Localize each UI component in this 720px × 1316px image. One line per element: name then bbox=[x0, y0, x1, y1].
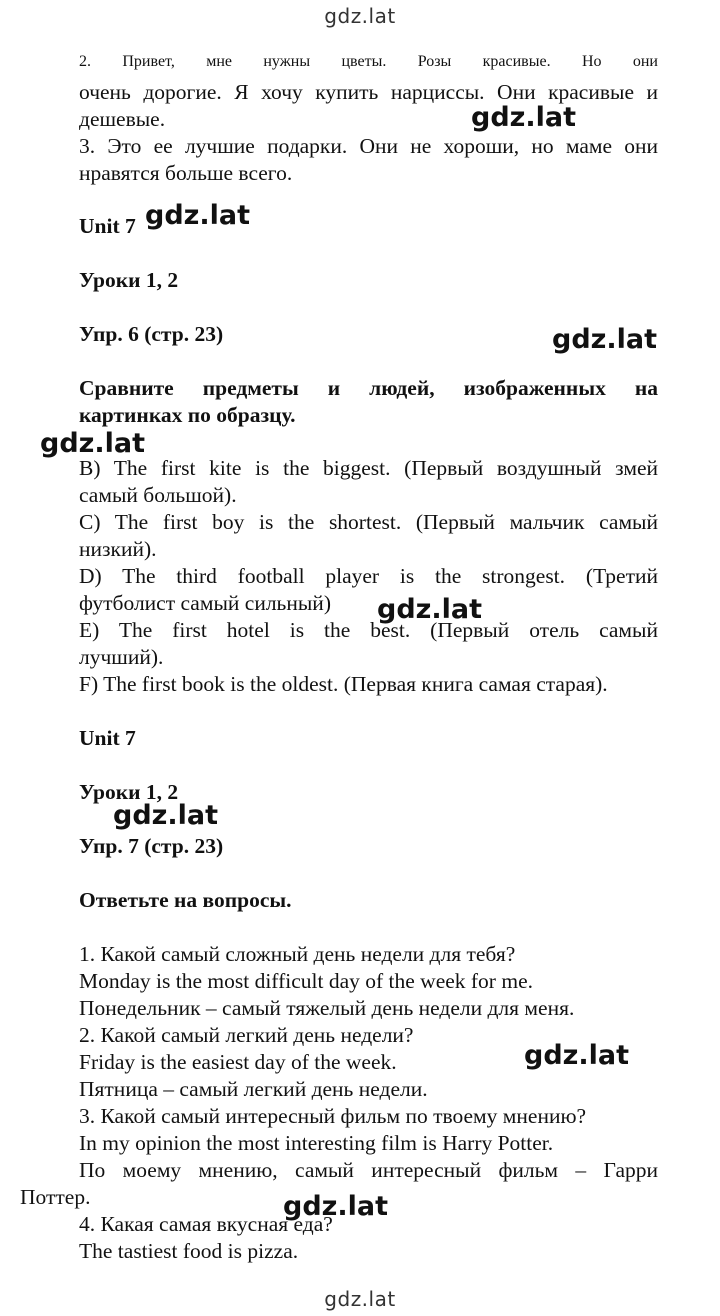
item-2 bbox=[79, 53, 658, 71]
exercise-heading: Упр. 6 (стр. 23) bbox=[79, 322, 224, 346]
text-line: очень дорогие. Я хочу купить нарциссы. Они красивые и bbox=[79, 80, 658, 104]
exercise-heading: Упр. 7 (стр. 23) bbox=[79, 834, 224, 858]
watermark-overlay: gdz.lat bbox=[113, 800, 219, 831]
answer-1-en: Monday is the most difficult day of the week for me. bbox=[79, 969, 533, 993]
answer-3-ru: По моему мнению, самый интересный фильм – Гарри bbox=[79, 1158, 658, 1182]
answer-e: E) The first hotel is the best. (Первый отель самый bbox=[79, 618, 658, 642]
question-2: 2. Какой самый легкий день недели? bbox=[79, 1023, 414, 1047]
item-3: 3. Это ее лучшие подарки. Они не хороши, но маме они bbox=[79, 134, 658, 158]
lessons-heading: Уроки 1, 2 bbox=[79, 780, 179, 804]
watermark-overlay: gdz.lat bbox=[40, 428, 146, 459]
watermark-overlay: gdz.lat bbox=[145, 200, 251, 231]
answer-2-en: Friday is the easiest day of the week. bbox=[79, 1050, 397, 1074]
task-text: Ответьте на вопросы. bbox=[79, 888, 292, 912]
unit-heading: Unit 7 bbox=[79, 214, 136, 238]
text-line: нравятся больше всего. bbox=[79, 161, 293, 185]
answer-c: C) The first boy is the shortest. (Первый мальчик самый bbox=[79, 510, 658, 534]
watermark-overlay: gdz.lat bbox=[524, 1040, 630, 1071]
question-3: 3. Какой самый интересный фильм по твоему мнению? bbox=[79, 1104, 587, 1128]
text-line: Поттер. bbox=[20, 1185, 91, 1209]
answer-2-ru: Пятница – самый легкий день недели. bbox=[79, 1077, 428, 1101]
answer-d: D) The third football player is the strongest. (Третий bbox=[79, 564, 658, 588]
text-line: низкий). bbox=[79, 537, 157, 561]
header-watermark: gdz.lat bbox=[324, 4, 396, 28]
text-line: лучший). bbox=[79, 645, 164, 669]
answer-b: B) The first kite is the biggest. (Первый воздушный змей bbox=[79, 456, 658, 480]
watermark-overlay: gdz.lat bbox=[377, 594, 483, 625]
text-line: дешевые. bbox=[79, 107, 166, 131]
answer-1-ru: Понедельник – самый тяжелый день недели для меня. bbox=[79, 996, 575, 1020]
answer-3-en: In my opinion the most interesting film is Harry Potter. bbox=[79, 1131, 554, 1155]
lessons-heading: Уроки 1, 2 bbox=[79, 268, 179, 292]
text-line: футболист самый сильный) bbox=[79, 591, 331, 615]
question-1: 1. Какой самый сложный день недели для тебя? bbox=[79, 942, 516, 966]
answer-4-en: The tastiest food is pizza. bbox=[79, 1239, 299, 1263]
watermark-overlay: gdz.lat bbox=[552, 324, 658, 355]
question-4: 4. Какая самая вкусная еда? bbox=[79, 1212, 333, 1236]
unit-heading: Unit 7 bbox=[79, 726, 136, 750]
answer-f: F) The first book is the oldest. (Первая книга самая старая). bbox=[79, 672, 608, 696]
watermark-overlay: gdz.lat bbox=[471, 102, 577, 133]
task-text: картинках по образцу. bbox=[79, 403, 296, 427]
text-line: самый большой). bbox=[79, 483, 237, 507]
text-line: 2. Привет, мне нужны цветы. Розы красивые. Но они bbox=[79, 53, 658, 70]
footer-watermark: gdz.lat bbox=[324, 1287, 396, 1311]
watermark-overlay: gdz.lat bbox=[283, 1191, 389, 1222]
task-text: Сравните предметы и людей, изображенных на bbox=[79, 376, 658, 400]
